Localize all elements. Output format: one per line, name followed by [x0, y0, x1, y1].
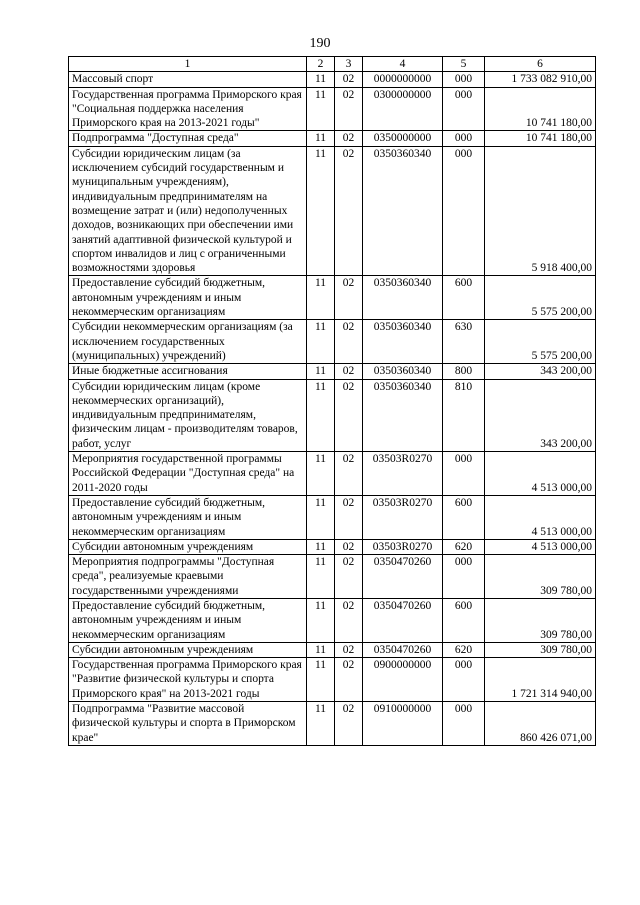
row-target-cell: 0350360340 [363, 364, 443, 379]
table-row [69, 495, 596, 539]
table-row [69, 702, 596, 746]
row-section-cell: 11 [307, 320, 335, 364]
row-name-cell: Мероприятия государственной программы Российской Федерации "Доступная среда" на 2011-2020 годы [69, 452, 307, 496]
row-subsection-cell: 02 [335, 379, 363, 451]
row-expense-type-cell: 600 [443, 598, 485, 642]
row-subsection-cell: 02 [335, 495, 363, 539]
row-amount-cell: 343 200,00 [485, 379, 596, 451]
row-target-cell: 03503R0270 [363, 539, 443, 554]
row-subsection-cell: 02 [335, 87, 363, 131]
row-expense-type-cell: 600 [443, 495, 485, 539]
table-row [69, 555, 596, 599]
row-expense-type-cell: 630 [443, 320, 485, 364]
row-subsection-cell: 02 [335, 364, 363, 379]
row-subsection-cell: 02 [335, 146, 363, 276]
header-cell: 3 [335, 57, 363, 72]
row-target-cell: 0350360340 [363, 320, 443, 364]
row-name-cell: Подпрограмма "Доступная среда" [69, 131, 307, 146]
table-row [69, 598, 596, 642]
row-name-cell: Массовый спорт [69, 72, 307, 87]
row-amount-cell: 4 513 000,00 [485, 452, 596, 496]
row-target-cell: 0350470260 [363, 642, 443, 657]
table-row [69, 131, 596, 146]
row-section-cell: 11 [307, 131, 335, 146]
page-number: 190 [309, 36, 331, 51]
row-target-cell: 0300000000 [363, 87, 443, 131]
table-header-row [69, 57, 596, 72]
row-amount-cell: 1 721 314 940,00 [485, 658, 596, 702]
row-target-cell: 0350470260 [363, 598, 443, 642]
row-subsection-cell: 02 [335, 276, 363, 320]
row-subsection-cell: 02 [335, 131, 363, 146]
table-row [69, 658, 596, 702]
table-row [69, 276, 596, 320]
row-expense-type-cell: 000 [443, 452, 485, 496]
header-cell: 5 [443, 57, 485, 72]
row-section-cell: 11 [307, 539, 335, 554]
table-row [69, 539, 596, 554]
row-section-cell: 11 [307, 364, 335, 379]
row-name-cell: Иные бюджетные ассигнования [69, 364, 307, 379]
table-row [69, 72, 596, 87]
row-expense-type-cell: 000 [443, 87, 485, 131]
row-section-cell: 11 [307, 702, 335, 746]
row-target-cell: 0000000000 [363, 72, 443, 87]
row-amount-cell: 10 741 180,00 [485, 131, 596, 146]
row-section-cell: 11 [307, 87, 335, 131]
row-amount-cell: 343 200,00 [485, 364, 596, 379]
row-amount-cell: 1 733 082 910,00 [485, 72, 596, 87]
row-section-cell: 11 [307, 452, 335, 496]
row-amount-cell: 4 513 000,00 [485, 495, 596, 539]
header-cell: 4 [363, 57, 443, 72]
row-expense-type-cell: 000 [443, 131, 485, 146]
row-name-cell: Предоставление субсидий бюджетным, автономным учреждениям и иным некоммерческим организациям [69, 598, 307, 642]
row-amount-cell: 5 918 400,00 [485, 146, 596, 276]
row-subsection-cell: 02 [335, 555, 363, 599]
header-cell: 1 [69, 57, 307, 72]
table-row [69, 452, 596, 496]
row-subsection-cell: 02 [335, 658, 363, 702]
row-subsection-cell: 02 [335, 598, 363, 642]
table-row [69, 364, 596, 379]
row-name-cell: Предоставление субсидий бюджетным, автономным учреждениям и иным некоммерческим организациям [69, 276, 307, 320]
row-name-cell: Субсидии некоммерческим организациям (за исключением государственных (муниципальных) учреждений) [69, 320, 307, 364]
row-name-cell: Государственная программа Приморского края "Социальная поддержка населения Приморского края на 2013-2021 годы" [69, 87, 307, 131]
row-expense-type-cell: 810 [443, 379, 485, 451]
row-name-cell: Мероприятия подпрограммы "Доступная среда", реализуемые краевыми государственными учреждениями [69, 555, 307, 599]
row-expense-type-cell: 000 [443, 702, 485, 746]
row-amount-cell: 309 780,00 [485, 598, 596, 642]
row-expense-type-cell: 620 [443, 539, 485, 554]
row-section-cell: 11 [307, 379, 335, 451]
row-subsection-cell: 02 [335, 72, 363, 87]
row-section-cell: 11 [307, 642, 335, 657]
row-name-cell: Субсидии юридическим лицам (кроме некоммерческих организаций), индивидуальным предпринимателям, физическим лицам - производителям товаров, работ, услуг [69, 379, 307, 451]
row-name-cell: Государственная программа Приморского края "Развитие физической культуры и спорта Приморского края" на 2013-2021 годы [69, 658, 307, 702]
table-row [69, 379, 596, 451]
row-amount-cell: 4 513 000,00 [485, 539, 596, 554]
row-name-cell: Субсидии автономным учреждениям [69, 642, 307, 657]
row-target-cell: 0910000000 [363, 702, 443, 746]
row-subsection-cell: 02 [335, 320, 363, 364]
row-target-cell: 0900000000 [363, 658, 443, 702]
row-expense-type-cell: 600 [443, 276, 485, 320]
row-subsection-cell: 02 [335, 642, 363, 657]
row-expense-type-cell: 000 [443, 555, 485, 599]
row-target-cell: 03503R0270 [363, 452, 443, 496]
row-amount-cell: 860 426 071,00 [485, 702, 596, 746]
row-section-cell: 11 [307, 598, 335, 642]
row-amount-cell: 5 575 200,00 [485, 320, 596, 364]
row-subsection-cell: 02 [335, 702, 363, 746]
row-section-cell: 11 [307, 495, 335, 539]
row-section-cell: 11 [307, 658, 335, 702]
row-expense-type-cell: 000 [443, 146, 485, 276]
table-row [69, 146, 596, 276]
table-row [69, 320, 596, 364]
row-target-cell: 0350470260 [363, 555, 443, 599]
row-name-cell: Субсидии автономным учреждениям [69, 539, 307, 554]
row-name-cell: Подпрограмма "Развитие массовой физической культуры и спорта в Приморском крае" [69, 702, 307, 746]
row-amount-cell: 5 575 200,00 [485, 276, 596, 320]
row-name-cell: Предоставление субсидий бюджетным, автономным учреждениям и иным некоммерческим организациям [69, 495, 307, 539]
row-target-cell: 03503R0270 [363, 495, 443, 539]
table-row [69, 642, 596, 657]
row-section-cell: 11 [307, 146, 335, 276]
header-cell: 2 [307, 57, 335, 72]
row-amount-cell: 309 780,00 [485, 555, 596, 599]
budget-table [68, 56, 596, 746]
row-target-cell: 0350000000 [363, 131, 443, 146]
row-subsection-cell: 02 [335, 539, 363, 554]
row-amount-cell: 309 780,00 [485, 642, 596, 657]
row-expense-type-cell: 620 [443, 642, 485, 657]
row-expense-type-cell: 800 [443, 364, 485, 379]
row-target-cell: 0350360340 [363, 276, 443, 320]
row-target-cell: 0350360340 [363, 146, 443, 276]
row-subsection-cell: 02 [335, 452, 363, 496]
row-expense-type-cell: 000 [443, 658, 485, 702]
row-section-cell: 11 [307, 555, 335, 599]
header-cell: 6 [485, 57, 596, 72]
table-row [69, 87, 596, 131]
row-name-cell: Субсидии юридическим лицам (за исключением субсидий государственным и муниципальным учреждениям), индивидуальным предпринимателям на возмещение затрат и (или) недополученных доходов, возникающих при обеспечении ими занятий адаптивной физической культурой и спортом инвалидов и лиц с ограниченными возможностями здоровья [69, 146, 307, 276]
row-section-cell: 11 [307, 276, 335, 320]
row-section-cell: 11 [307, 72, 335, 87]
row-expense-type-cell: 000 [443, 72, 485, 87]
row-amount-cell: 10 741 180,00 [485, 87, 596, 131]
row-target-cell: 0350360340 [363, 379, 443, 451]
